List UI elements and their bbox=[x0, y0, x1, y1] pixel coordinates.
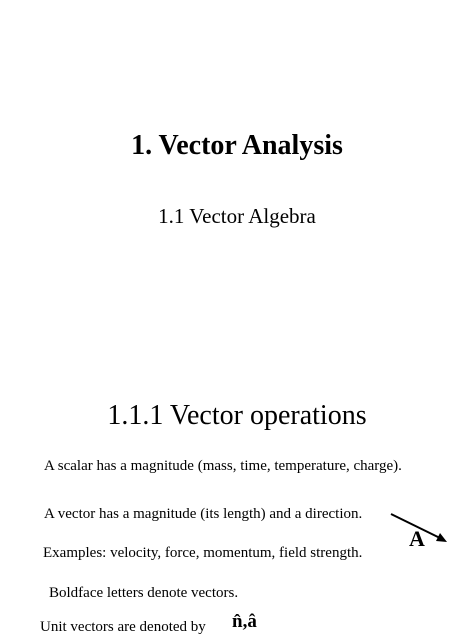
text-line-unit-vectors: Unit vectors are denoted by bbox=[40, 619, 206, 635]
page-subtitle: 1.1 Vector Algebra bbox=[158, 204, 316, 228]
page-title: 1. Vector Analysis bbox=[131, 130, 343, 161]
text-line-scalar: A scalar has a magnitude (mass, time, temperature, charge). bbox=[44, 458, 402, 474]
text-line-vector: A vector has a magnitude (its length) and a direction. bbox=[44, 506, 363, 522]
section-heading: 1.1.1 Vector operations bbox=[107, 400, 367, 431]
text-line-boldface: Boldface letters denote vectors. bbox=[49, 585, 239, 601]
vector-label: A bbox=[409, 526, 425, 551]
text-line-examples: Examples: velocity, force, momentum, field strength. bbox=[43, 545, 363, 561]
unit-vector-symbols: n̂,â bbox=[232, 611, 257, 632]
